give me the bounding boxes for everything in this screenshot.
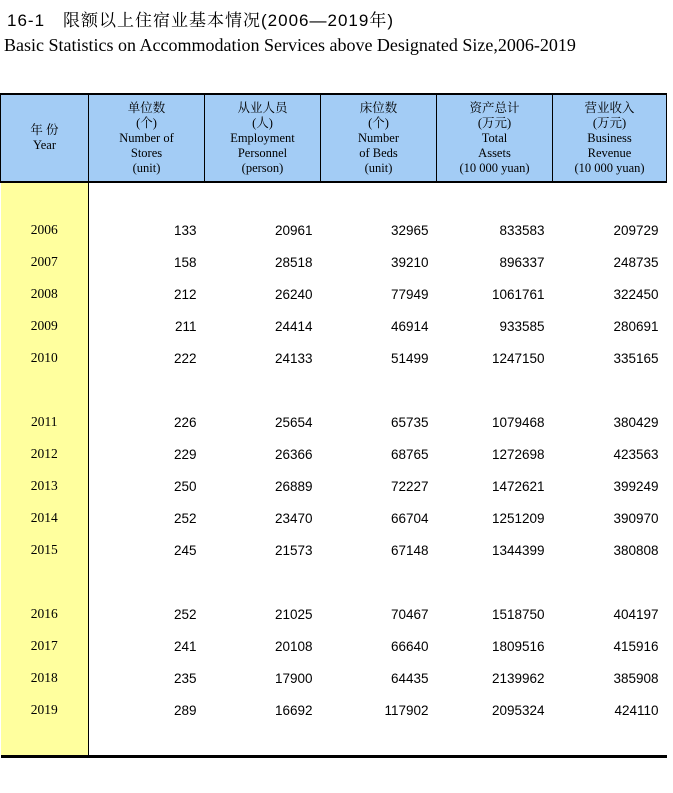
- value-cell-stores: 133: [173, 222, 197, 238]
- value-cell-beds: 68765: [390, 446, 429, 462]
- value-cell-assets: 1518750: [491, 606, 545, 622]
- value-cell-stores: 241: [173, 638, 197, 654]
- value-cell-stores: 212: [173, 286, 197, 302]
- value-cell-stores: 250: [173, 478, 197, 494]
- value-cell-beds: 64435: [390, 670, 429, 686]
- header-revenue-unit-en: (10 000 yuan): [574, 160, 645, 175]
- year-cell-2018: 2018: [1, 662, 89, 694]
- spacer-cell: [89, 374, 667, 406]
- value-cell-employment: 25654: [274, 414, 313, 430]
- table-row-2011: [1, 406, 667, 438]
- value-cell-assets: 1251209: [491, 510, 545, 526]
- year-cell-2015: 2015: [1, 534, 89, 566]
- value-cell-revenue: 415916: [613, 638, 659, 654]
- year-cell-2009: 2009: [1, 310, 89, 342]
- value-cell-revenue: 322450: [613, 286, 659, 302]
- value-cell-employment: 21573: [274, 542, 313, 558]
- value-cell-employment: 17900: [274, 670, 313, 686]
- year-cell-empty: [1, 374, 89, 406]
- value-cell-stores: 229: [173, 446, 197, 462]
- column-header-assets: [437, 94, 553, 182]
- value-cell-revenue: 280691: [613, 318, 659, 334]
- header-assets-unit-en: (10 000 yuan): [459, 160, 530, 175]
- year-cell-2014: 2014: [1, 502, 89, 534]
- value-cell-revenue: 380808: [613, 542, 659, 558]
- value-cell-employment: 24414: [274, 318, 313, 334]
- column-header-employment: [205, 94, 321, 182]
- value-cell-assets: 1809516: [491, 638, 545, 654]
- header-assets-zh: 资产总计: [469, 100, 520, 115]
- year-cell-2011: 2011: [1, 406, 89, 438]
- header-row: [1, 94, 667, 182]
- spacer-cell: [89, 566, 667, 598]
- value-cell-beds: 66640: [390, 638, 429, 654]
- value-cell-employment: 20108: [274, 638, 313, 654]
- statistics-table: [0, 93, 667, 758]
- header-revenue-unit-zh: (万元): [592, 115, 627, 130]
- column-header-year: [1, 94, 89, 182]
- header-year-zh: 年 份: [30, 123, 59, 137]
- header-stores-zh: 单位数: [127, 100, 166, 115]
- value-cell-beds: 39210: [390, 254, 429, 270]
- header-employment-unit-en: (person): [241, 160, 284, 175]
- header-assets-en2: Assets: [478, 145, 511, 160]
- table-row-2015: [1, 534, 667, 566]
- value-cell-employment: 26366: [274, 446, 313, 462]
- value-cell-beds: 46914: [390, 318, 429, 334]
- value-cell-stores: 245: [173, 542, 197, 558]
- year-cell-empty: [1, 182, 89, 214]
- value-cell-beds: 72227: [390, 478, 429, 494]
- value-cell-beds: 66704: [390, 510, 429, 526]
- value-cell-assets: 1247150: [491, 350, 545, 366]
- table-row-2012: [1, 438, 667, 470]
- value-cell-stores: 222: [173, 350, 197, 366]
- value-cell-stores: 226: [173, 414, 197, 430]
- value-cell-employment: 23470: [274, 510, 313, 526]
- header-assets-unit-zh: (万元): [477, 115, 512, 130]
- header-beds-en1: Number: [358, 130, 399, 145]
- header-beds-en2: of Beds: [359, 145, 398, 160]
- value-cell-assets: 2139962: [491, 670, 545, 686]
- header-stores-en1: Number of: [119, 130, 174, 145]
- header-beds-unit-zh: (个): [368, 115, 389, 130]
- header-revenue-en2: Revenue: [587, 145, 632, 160]
- value-cell-stores: 158: [173, 254, 197, 270]
- value-cell-beds: 77949: [390, 286, 429, 302]
- value-cell-revenue: 424110: [614, 702, 659, 718]
- value-cell-employment: 20961: [274, 222, 313, 238]
- header-beds-unit-en: (unit): [364, 160, 393, 175]
- value-cell-employment: 16692: [274, 702, 313, 718]
- table-row-2017: [1, 630, 667, 662]
- table-row-2019: [1, 694, 667, 726]
- value-cell-assets: 1272698: [491, 446, 545, 462]
- value-cell-assets: 896337: [499, 254, 545, 270]
- value-cell-employment: 24133: [274, 350, 313, 366]
- table-row-2010: [1, 342, 667, 374]
- year-cell-2007: 2007: [1, 246, 89, 278]
- value-cell-employment: 26240: [274, 286, 313, 302]
- table-row-2006: [1, 214, 667, 246]
- value-cell-beds: 51499: [390, 350, 429, 366]
- table-row-2007: [1, 246, 667, 278]
- spacer-cell: [89, 726, 667, 757]
- spacer-row: [1, 726, 667, 757]
- year-cell-2012: 2012: [1, 438, 89, 470]
- column-header-beds: [321, 94, 437, 182]
- value-cell-assets: 1344399: [491, 542, 545, 558]
- year-cell-2006: 2006: [1, 214, 89, 246]
- group-gap-row: [1, 566, 667, 598]
- table-row-2018: [1, 662, 667, 694]
- value-cell-beds: 117902: [384, 702, 429, 718]
- header-revenue-zh: 营业收入: [584, 100, 635, 115]
- header-stores-unit-zh: (个): [136, 115, 157, 130]
- header-stores-en2: Stores: [130, 145, 163, 160]
- header-beds-zh: 床位数: [359, 100, 398, 115]
- header-employment-unit-zh: (人): [252, 115, 273, 130]
- spacer-cell: [89, 182, 667, 214]
- header-employment-zh: 从业人员: [237, 100, 288, 115]
- value-cell-assets: 1079468: [491, 414, 545, 430]
- page-title-en: Basic Statistics on Accommodation Services above Designated Size,2006-2019: [4, 35, 576, 55]
- value-cell-revenue: 209729: [613, 222, 659, 238]
- table-row-2009: [1, 310, 667, 342]
- value-cell-assets: 833583: [499, 222, 545, 238]
- value-cell-beds: 67148: [390, 542, 429, 558]
- value-cell-beds: 65735: [390, 414, 429, 430]
- header-stores-unit-en: (unit): [132, 160, 161, 175]
- value-cell-revenue: 248735: [613, 254, 659, 270]
- value-cell-revenue: 399249: [613, 478, 659, 494]
- year-cell-2008: 2008: [1, 278, 89, 310]
- value-cell-beds: 70467: [390, 606, 429, 622]
- year-cell-2016: 2016: [1, 598, 89, 630]
- year-cell-2019: 2019: [1, 694, 89, 726]
- spacer-row: [1, 182, 667, 214]
- value-cell-revenue: 404197: [613, 606, 659, 622]
- value-cell-assets: 1061761: [491, 286, 545, 302]
- value-cell-assets: 1472621: [491, 478, 545, 494]
- value-cell-assets: 2095324: [491, 702, 545, 718]
- column-header-revenue: [553, 94, 667, 182]
- value-cell-stores: 252: [173, 510, 197, 526]
- header-year-en: Year: [32, 138, 57, 152]
- value-cell-employment: 26889: [274, 478, 313, 494]
- value-cell-revenue: 390970: [613, 510, 659, 526]
- column-header-stores: [89, 94, 205, 182]
- year-cell-2010: 2010: [1, 342, 89, 374]
- value-cell-revenue: 380429: [613, 414, 659, 430]
- page-title-zh: 16-1 限额以上住宿业基本情况(2006—2019年): [7, 11, 394, 30]
- year-cell-empty: [1, 726, 89, 757]
- value-cell-employment: 21025: [274, 606, 313, 622]
- value-cell-employment: 28518: [274, 254, 313, 270]
- value-cell-revenue: 335165: [613, 350, 659, 366]
- table-row-2014: [1, 502, 667, 534]
- year-cell-empty: [1, 566, 89, 598]
- value-cell-revenue: 385908: [613, 670, 659, 686]
- value-cell-stores: 211: [174, 318, 197, 334]
- header-employment-en2: Personnel: [237, 145, 288, 160]
- value-cell-stores: 289: [173, 702, 197, 718]
- value-cell-stores: 235: [173, 670, 197, 686]
- year-cell-2017: 2017: [1, 630, 89, 662]
- group-gap-row: [1, 374, 667, 406]
- value-cell-revenue: 423563: [613, 446, 659, 462]
- header-employment-en1: Employment: [230, 130, 295, 145]
- table-row-2008: [1, 278, 667, 310]
- header-revenue-en1: Business: [587, 130, 632, 145]
- value-cell-beds: 32965: [390, 222, 429, 238]
- year-cell-2013: 2013: [1, 470, 89, 502]
- value-cell-stores: 252: [173, 606, 197, 622]
- header-assets-en1: Total: [481, 130, 508, 145]
- table-row-2013: [1, 470, 667, 502]
- value-cell-assets: 933585: [499, 318, 545, 334]
- table-row-2016: [1, 598, 667, 630]
